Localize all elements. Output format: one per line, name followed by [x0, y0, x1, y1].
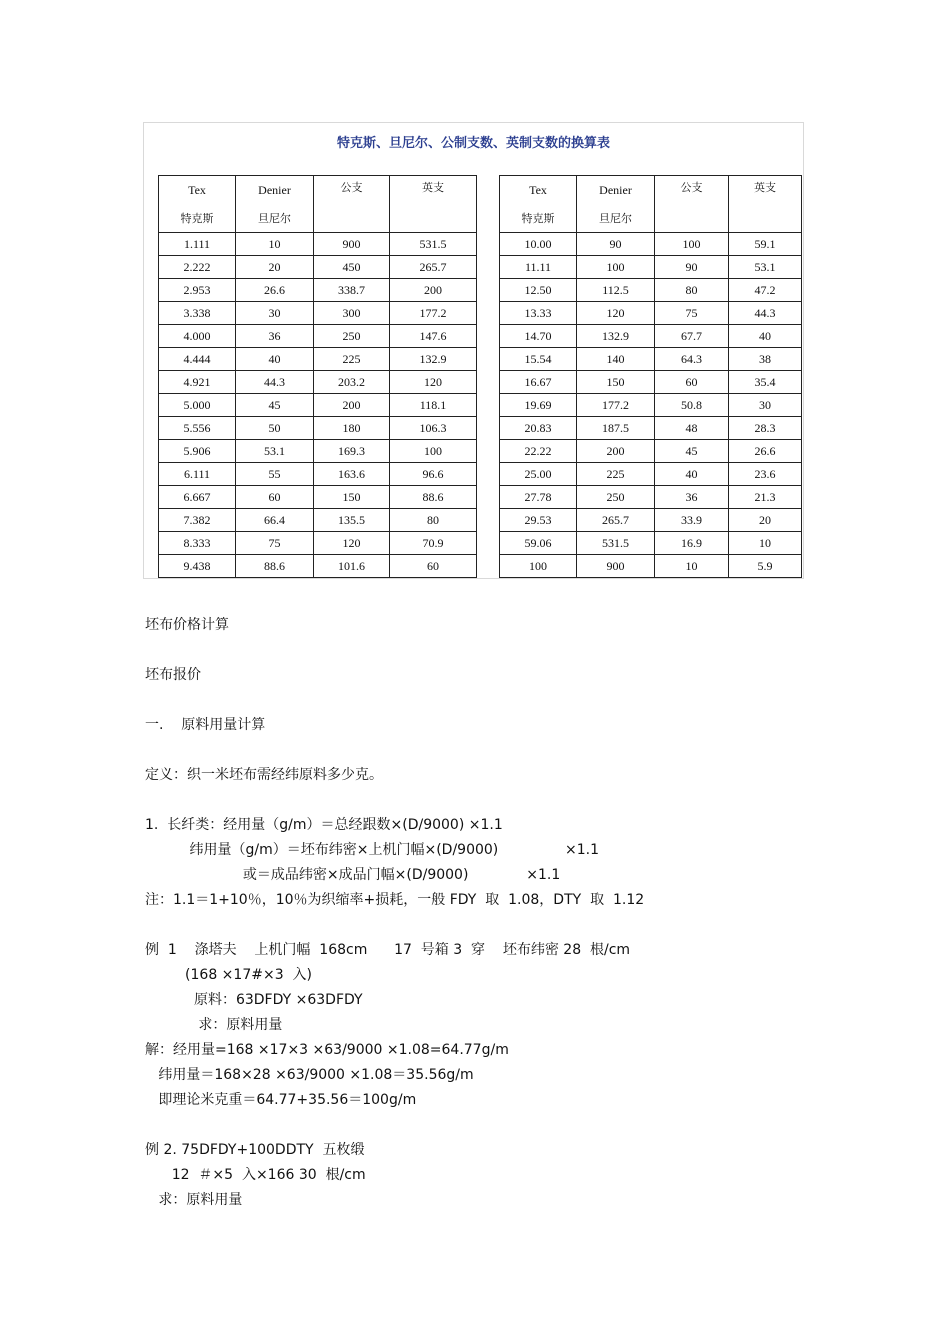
table-cell: 200 [577, 440, 655, 463]
table-cell: 450 [314, 256, 390, 279]
table-cell: 180 [314, 417, 390, 440]
table-cell: 53.1 [729, 256, 802, 279]
table-header-row [159, 176, 477, 233]
table-cell: 203.2 [314, 371, 390, 394]
table-cell: 22.22 [500, 440, 577, 463]
table-cell: 14.70 [500, 325, 577, 348]
table-cell: 4.000 [159, 325, 236, 348]
conversion-table-figure [143, 122, 804, 579]
table-row [500, 348, 802, 371]
table-cell: 33.9 [655, 509, 729, 532]
table-cell: 338.7 [314, 279, 390, 302]
table-cell: 187.5 [577, 417, 655, 440]
table-cell: 16.9 [655, 532, 729, 555]
table-cell: 8.333 [159, 532, 236, 555]
header-metric-count: 公支 [314, 176, 390, 233]
table-cell: 2.953 [159, 279, 236, 302]
formula-weft: 纬用量（g/m）＝坯布纬密×上机门幅×(D/9000) ×1.1 [145, 842, 600, 858]
figure-title: 特克斯、旦尼尔、公制支数、英制支数的换算表 [336, 136, 610, 151]
header-english-count: 英支 [390, 176, 477, 233]
table-cell: 132.9 [577, 325, 655, 348]
table-row [500, 279, 802, 302]
table-cell: 25.00 [500, 463, 577, 486]
table-cell: 38 [729, 348, 802, 371]
table-cell: 531.5 [390, 233, 477, 256]
table-cell: 59.1 [729, 233, 802, 256]
table-header-row [500, 176, 802, 233]
table-cell: 3.338 [159, 302, 236, 325]
table-cell: 7.382 [159, 509, 236, 532]
table-cell: 118.1 [390, 394, 477, 417]
table-cell: 45 [236, 394, 314, 417]
example-1-material: 原料：63DFDY ×63DFDY [145, 992, 363, 1008]
header-denier: Denier 旦尼尔 [577, 176, 655, 233]
table-row [159, 325, 477, 348]
table-cell: 100 [500, 555, 577, 578]
table-cell: 132.9 [390, 348, 477, 371]
table-cell: 265.7 [577, 509, 655, 532]
table-cell: 5.556 [159, 417, 236, 440]
table-cell: 100 [390, 440, 477, 463]
header-tex: Tex 特克斯 [500, 176, 577, 233]
example-1-reed: (168 ×17#×3 入) [145, 967, 312, 983]
table-cell: 80 [390, 509, 477, 532]
table-cell: 531.5 [577, 532, 655, 555]
table-cell: 15.54 [500, 348, 577, 371]
table-cell: 250 [314, 325, 390, 348]
table-body-right [500, 233, 802, 578]
table-row [500, 463, 802, 486]
table-cell: 250 [577, 486, 655, 509]
formula-weft-alt: 或＝成品纬密×成品门幅×(D/9000) ×1.1 [145, 867, 561, 883]
table-cell: 9.438 [159, 555, 236, 578]
table-cell: 2.222 [159, 256, 236, 279]
table-cell: 75 [655, 302, 729, 325]
header-metric-count: 公支 [655, 176, 729, 233]
section-heading-material: 一. 原料用量计算 [145, 717, 266, 733]
table-row [500, 371, 802, 394]
table-cell: 12.50 [500, 279, 577, 302]
table-row [500, 394, 802, 417]
table-cell: 200 [314, 394, 390, 417]
table-cell: 67.7 [655, 325, 729, 348]
table-cell: 140 [577, 348, 655, 371]
table-cell: 66.4 [236, 509, 314, 532]
table-row [500, 440, 802, 463]
example-2-title: 例 2. 75DFDY+100DDTY 五枚缎 [145, 1142, 365, 1158]
table-cell: 26.6 [729, 440, 802, 463]
table-cell: 20 [236, 256, 314, 279]
table-cell: 36 [655, 486, 729, 509]
table-cell: 147.6 [390, 325, 477, 348]
table-row [159, 486, 477, 509]
table-cell: 55 [236, 463, 314, 486]
table-cell: 150 [314, 486, 390, 509]
table-cell: 50 [236, 417, 314, 440]
table-row [500, 486, 802, 509]
table-body-left [159, 233, 477, 578]
table-row [159, 440, 477, 463]
table-cell: 4.444 [159, 348, 236, 371]
table-row [500, 256, 802, 279]
table-cell: 53.1 [236, 440, 314, 463]
table-cell: 11.11 [500, 256, 577, 279]
table-cell: 135.5 [314, 509, 390, 532]
example-2-reed: 12 ＃×5 入×166 30 根/cm [145, 1167, 366, 1183]
table-row [159, 555, 477, 578]
table-cell: 6.667 [159, 486, 236, 509]
table-row [500, 233, 802, 256]
table-cell: 44.3 [236, 371, 314, 394]
table-cell: 20.83 [500, 417, 577, 440]
table-cell: 10 [729, 532, 802, 555]
table-row [159, 532, 477, 555]
table-cell: 40 [236, 348, 314, 371]
table-cell: 60 [236, 486, 314, 509]
example-1-title: 例 1 涤塔夫 上机门幅 168cm 17 号箱 3 穿 坯布纬密 28 根/cm [145, 942, 631, 958]
table-cell: 64.3 [655, 348, 729, 371]
table-cell: 101.6 [314, 555, 390, 578]
table-row [500, 325, 802, 348]
table-cell: 75 [236, 532, 314, 555]
table-row [159, 394, 477, 417]
solution-warp: 解：经用量=168 ×17×3 ×63/9000 ×1.08=64.77g/m [145, 1042, 509, 1058]
table-row [159, 279, 477, 302]
table-cell: 50.8 [655, 394, 729, 417]
table-cell: 177.2 [390, 302, 477, 325]
table-cell: 120 [314, 532, 390, 555]
table-cell: 265.7 [390, 256, 477, 279]
table-cell: 6.111 [159, 463, 236, 486]
table-row [159, 417, 477, 440]
table-cell: 88.6 [390, 486, 477, 509]
table-cell: 60 [655, 371, 729, 394]
formula-warp: 1. 长纤类：经用量（g/m）＝总经跟数×(D/9000) ×1.1 [145, 817, 503, 833]
table-cell: 70.9 [390, 532, 477, 555]
table-row [500, 555, 802, 578]
table-cell: 23.6 [729, 463, 802, 486]
header-tex: Tex 特克斯 [159, 176, 236, 233]
conversion-table-right [499, 175, 802, 578]
table-cell: 200 [390, 279, 477, 302]
table-cell: 225 [577, 463, 655, 486]
table-cell: 80 [655, 279, 729, 302]
table-cell: 10.00 [500, 233, 577, 256]
table-cell: 47.2 [729, 279, 802, 302]
table-row [159, 509, 477, 532]
note-line: 注：1.1＝1+10％，10％为织缩率+损耗，一般 FDY 取 1.08，DTY 取 1.12 [145, 892, 645, 908]
table-cell: 5.000 [159, 394, 236, 417]
table-cell: 45 [655, 440, 729, 463]
table-row [500, 302, 802, 325]
example-2-ask: 求：原料用量 [145, 1192, 243, 1208]
table-cell: 100 [655, 233, 729, 256]
table-cell: 59.06 [500, 532, 577, 555]
table-cell: 4.921 [159, 371, 236, 394]
table-cell: 90 [577, 233, 655, 256]
header-english-count: 英支 [729, 176, 802, 233]
table-cell: 900 [577, 555, 655, 578]
table-cell: 100 [577, 256, 655, 279]
table-cell: 900 [314, 233, 390, 256]
table-cell: 35.4 [729, 371, 802, 394]
table-cell: 40 [729, 325, 802, 348]
conversion-table-left [158, 175, 477, 578]
table-cell: 60 [390, 555, 477, 578]
table-cell: 96.6 [390, 463, 477, 486]
table-cell: 300 [314, 302, 390, 325]
table-cell: 120 [577, 302, 655, 325]
heading-greige-quote: 坯布报价 [145, 667, 201, 683]
table-cell: 40 [655, 463, 729, 486]
table-row [500, 417, 802, 440]
table-cell: 27.78 [500, 486, 577, 509]
table-cell: 26.6 [236, 279, 314, 302]
heading-greige-price-calc: 坯布价格计算 [145, 617, 229, 633]
header-denier: Denier 旦尼尔 [236, 176, 314, 233]
table-cell: 1.111 [159, 233, 236, 256]
table-cell: 88.6 [236, 555, 314, 578]
table-cell: 10 [236, 233, 314, 256]
table-row [159, 302, 477, 325]
table-cell: 90 [655, 256, 729, 279]
table-cell: 44.3 [729, 302, 802, 325]
table-cell: 120 [390, 371, 477, 394]
table-cell: 5.9 [729, 555, 802, 578]
table-cell: 19.69 [500, 394, 577, 417]
table-row [159, 256, 477, 279]
table-cell: 169.3 [314, 440, 390, 463]
solution-weft: 纬用量＝168×28 ×63/9000 ×1.08＝35.56g/m [145, 1067, 474, 1083]
table-cell: 163.6 [314, 463, 390, 486]
table-cell: 13.33 [500, 302, 577, 325]
table-row [500, 532, 802, 555]
table-cell: 48 [655, 417, 729, 440]
solution-total: 即理论米克重＝64.77+35.56＝100g/m [145, 1092, 417, 1108]
table-cell: 150 [577, 371, 655, 394]
table-row [159, 371, 477, 394]
definition-line: 定义：织一米坯布需经纬原料多少克。 [145, 767, 383, 783]
table-row [159, 348, 477, 371]
table-cell: 28.3 [729, 417, 802, 440]
table-cell: 29.53 [500, 509, 577, 532]
example-1-ask: 求：原料用量 [145, 1017, 283, 1033]
table-cell: 112.5 [577, 279, 655, 302]
table-cell: 177.2 [577, 394, 655, 417]
table-cell: 225 [314, 348, 390, 371]
table-cell: 20 [729, 509, 802, 532]
table-cell: 106.3 [390, 417, 477, 440]
table-cell: 5.906 [159, 440, 236, 463]
table-row [159, 233, 477, 256]
table-cell: 36 [236, 325, 314, 348]
table-cell: 10 [655, 555, 729, 578]
table-row [159, 463, 477, 486]
table-row [500, 509, 802, 532]
table-cell: 16.67 [500, 371, 577, 394]
table-cell: 30 [729, 394, 802, 417]
table-cell: 21.3 [729, 486, 802, 509]
table-cell: 30 [236, 302, 314, 325]
